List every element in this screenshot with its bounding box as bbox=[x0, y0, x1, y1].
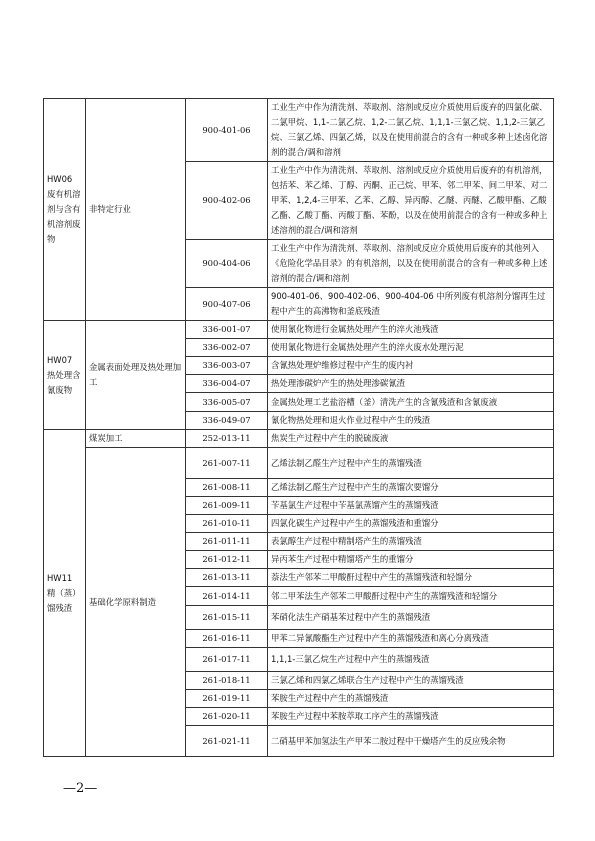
waste-code-cell: 336-001-07 bbox=[186, 321, 268, 339]
waste-category-name: 精（蒸）馏残渣 bbox=[47, 587, 81, 613]
waste-code-cell: 261-013-11 bbox=[186, 569, 268, 587]
waste-table-body bbox=[44, 99, 554, 757]
waste-description-cell: 四氯化碳生产过程中产生的蒸馏残渣和重馏分 bbox=[268, 515, 554, 533]
waste-code-cell: 261-016-11 bbox=[186, 630, 268, 648]
waste-description-cell: 含氰热处理炉维修过程中产生的废内衬 bbox=[268, 357, 554, 375]
waste-description-cell: 工业生产中作为清洗剂、萃取剂、溶剂或反应介质使用后废弃的其他列入《危险化学品目录》的有机溶剂，以及在使用前混合的含有一种或多种上述溶剂的混合/调和溶剂 bbox=[268, 240, 554, 288]
page-number: —2— bbox=[63, 781, 98, 796]
waste-code-cell: 336-004-07 bbox=[186, 375, 268, 393]
waste-code-cell: 336-049-07 bbox=[186, 412, 268, 430]
waste-description-cell: 异丙苯生产过程中精馏塔产生的重馏分 bbox=[268, 551, 554, 569]
waste-category-name: 废有机溶剂与含有机溶剂废物 bbox=[47, 189, 81, 244]
waste-description-cell: 使用氰化物进行金属热处理产生的淬火池残渣 bbox=[268, 321, 554, 339]
waste-code-cell: 261-017-11 bbox=[186, 648, 268, 672]
waste-category-name: 热处理含氰废物 bbox=[47, 369, 81, 395]
waste-description-cell: 苯硝化法生产硝基苯过程中产生的蒸馏残渣 bbox=[268, 606, 554, 630]
waste-code-cell: 261-011-11 bbox=[186, 533, 268, 551]
waste-code-cell: 261-015-11 bbox=[186, 606, 268, 630]
waste-code-cell: 261-010-11 bbox=[186, 515, 268, 533]
waste-description-cell: 二硝基甲苯加氢法生产甲苯二胺过程中干燥塔产生的反应残余物 bbox=[268, 726, 554, 757]
waste-code-cell: 336-005-07 bbox=[186, 393, 268, 412]
waste-code-cell: 336-002-07 bbox=[186, 339, 268, 357]
waste-category-cell bbox=[44, 99, 86, 321]
waste-category-code: HW06 bbox=[47, 174, 73, 184]
waste-description-cell: 表氯醇生产过程中精制塔产生的蒸馏残渣 bbox=[268, 533, 554, 551]
waste-code-cell: 261-018-11 bbox=[186, 672, 268, 690]
waste-description-cell: 氰化物热处理和退火作业过程中产生的残渣 bbox=[268, 412, 554, 430]
industry-cell: 煤炭加工 bbox=[86, 430, 186, 448]
waste-description-cell: 金属热处理工艺盐浴槽（釜）清洗产生的含氰残渣和含氰废液 bbox=[268, 393, 554, 412]
waste-code-cell: 261-014-11 bbox=[186, 587, 268, 606]
waste-description-cell: 萘法生产邻苯二甲酸酐过程中产生的蒸馏残渣和轻馏分 bbox=[268, 569, 554, 587]
waste-description-cell: 甲苯二异氰酸酯生产过程中产生的蒸馏残渣和离心分离残渣 bbox=[268, 630, 554, 648]
industry-cell: 基础化学原料制造 bbox=[86, 448, 186, 757]
waste-description-cell: 焦炭生产过程中产生的脱硫废液 bbox=[268, 430, 554, 448]
waste-category-cell bbox=[44, 321, 86, 430]
waste-description-cell: 900-401-06、900-402-06、900-404-06 中所列废有机溶剂分馏再生过程中产生的高沸物和釜底残渣 bbox=[268, 288, 554, 321]
waste-row bbox=[44, 448, 554, 479]
waste-description-cell: 1,1,1-三氯乙烷生产过程中产生的蒸馏残渣 bbox=[268, 648, 554, 672]
waste-row bbox=[44, 99, 554, 162]
waste-code-cell: 900-407-06 bbox=[186, 288, 268, 321]
waste-row bbox=[44, 430, 554, 448]
hazardous-waste-table bbox=[43, 98, 554, 757]
waste-code-cell: 261-020-11 bbox=[186, 708, 268, 726]
waste-description-cell: 三氯乙烯和四氯乙烯联合生产过程中产生的蒸馏残渣 bbox=[268, 672, 554, 690]
waste-description-cell: 乙烯法制乙醛生产过程中产生的蒸馏次要馏分 bbox=[268, 479, 554, 497]
waste-description-cell: 邻二甲苯法生产邻苯二甲酸酐过程中产生的蒸馏残渣和轻馏分 bbox=[268, 587, 554, 606]
waste-row bbox=[44, 321, 554, 339]
waste-description-cell: 苯胺生产过程中苯胺萃取工序产生的蒸馏残渣 bbox=[268, 708, 554, 726]
waste-description-cell: 使用氰化物进行金属热处理产生的淬火废水处理污泥 bbox=[268, 339, 554, 357]
waste-description-cell: 热处理渗碳炉产生的热处理渗碳氰渣 bbox=[268, 375, 554, 393]
waste-code-cell: 261-008-11 bbox=[186, 479, 268, 497]
waste-category-cell bbox=[44, 430, 86, 757]
waste-code-cell: 252-013-11 bbox=[186, 430, 268, 448]
waste-category-code: HW11 bbox=[47, 572, 73, 583]
waste-code-cell: 900-401-06 bbox=[186, 99, 268, 162]
waste-code-cell: 261-019-11 bbox=[186, 690, 268, 708]
industry-cell: 非特定行业 bbox=[86, 99, 186, 321]
waste-code-cell: 900-402-06 bbox=[186, 162, 268, 240]
waste-description-cell: 工业生产中作为清洗剂、萃取剂、溶剂或反应介质使用后废弃的有机溶剂，包括苯、苯乙烯、丁醇、丙酮、正己烷、甲苯、邻二甲苯、间二甲苯、对二甲苯、1,2,4-三甲苯、乙苯、乙醇、异丙醇、乙醚、丙醚、乙酸甲酯、乙酸乙酯、乙酸丁酯、丙酸丁酯、苯酚，以及在使用前混合的含有一种或多种上述溶剂的混合/调和溶剂 bbox=[268, 162, 554, 240]
waste-code-cell: 261-007-11 bbox=[186, 448, 268, 479]
waste-category-code: HW07 bbox=[47, 354, 73, 365]
waste-code-cell: 900-404-06 bbox=[186, 240, 268, 288]
waste-code-cell: 261-021-11 bbox=[186, 726, 268, 757]
waste-code-cell: 261-012-11 bbox=[186, 551, 268, 569]
waste-code-cell: 261-009-11 bbox=[186, 497, 268, 515]
waste-description-cell: 苄基氯生产过程中苄基氯蒸馏产生的蒸馏残渣 bbox=[268, 497, 554, 515]
waste-description-cell: 苯胺生产过程中产生的蒸馏残渣 bbox=[268, 690, 554, 708]
waste-description-cell: 工业生产中作为清洗剂、萃取剂、溶剂或反应介质使用后废弃的四氯化碳、二氯甲烷、1,1-二氯乙烷、1,2-二氯乙烷、1,1,1-三氯乙烷、1,1,2-三氯乙烷、三氯乙烯、四氯乙烯，以及在使用前混合的含有一种或多种上述卤化溶剂的混合/调和溶剂 bbox=[268, 99, 554, 162]
waste-code-cell: 336-003-07 bbox=[186, 357, 268, 375]
waste-description-cell: 乙烯法制乙醛生产过程中产生的蒸馏残渣 bbox=[268, 448, 554, 479]
industry-cell: 金属表面处理及热处理加工 bbox=[86, 321, 186, 430]
